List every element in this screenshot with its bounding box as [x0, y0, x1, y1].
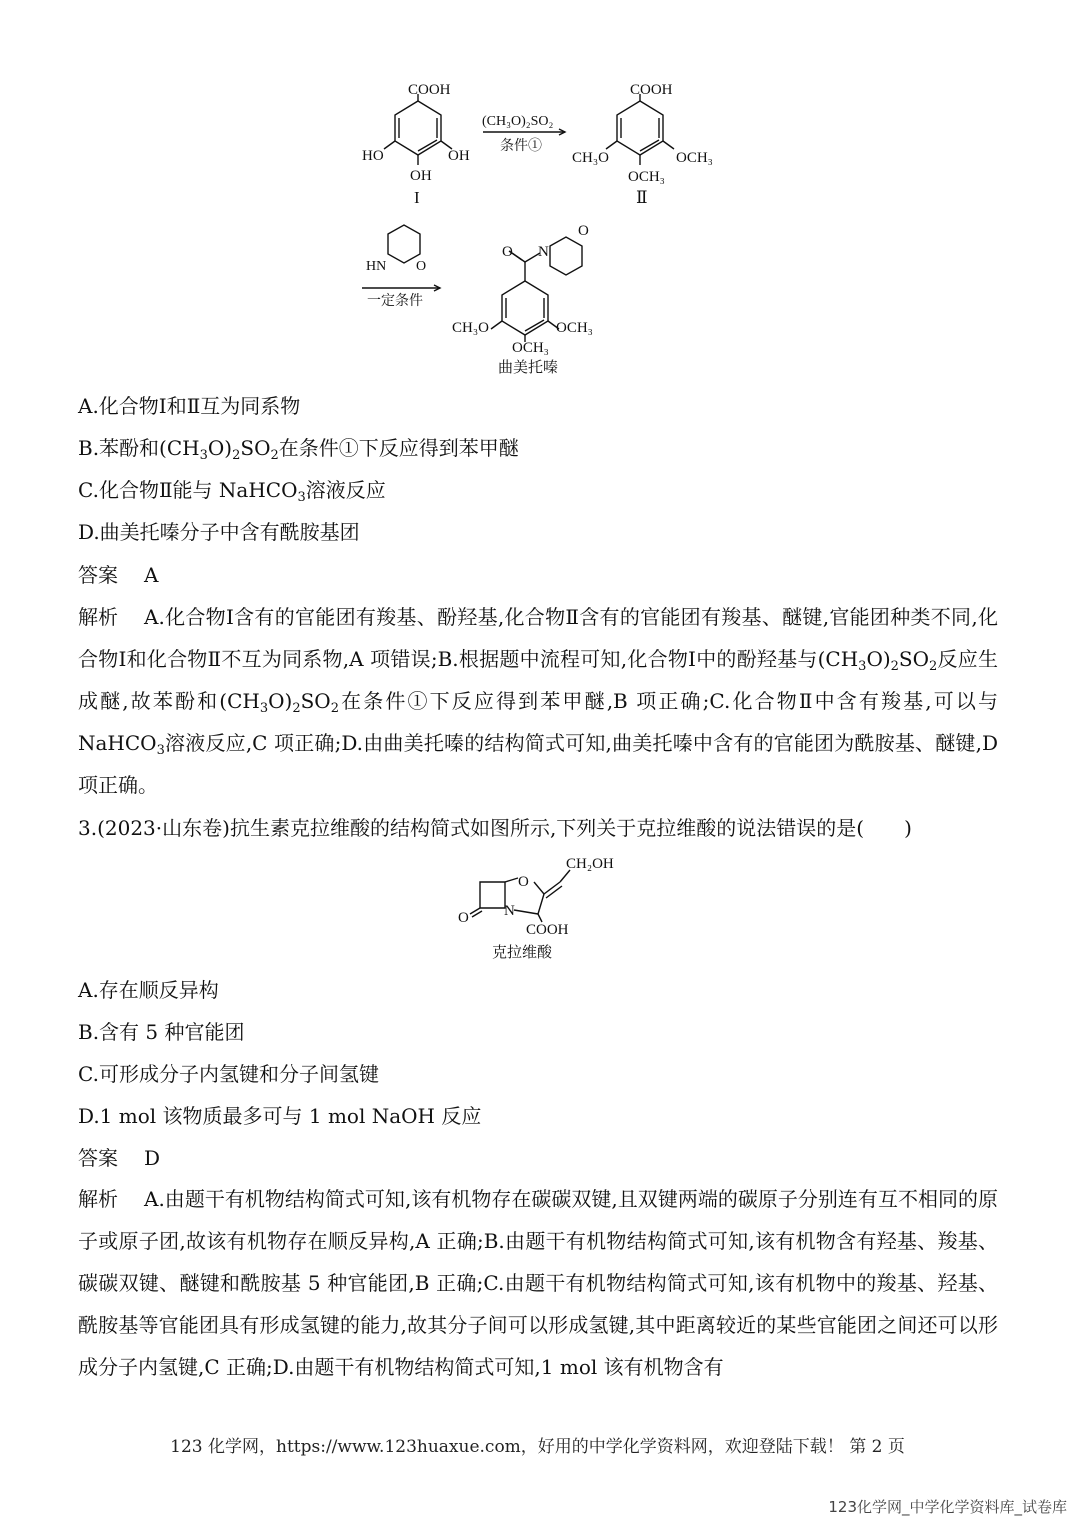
product-name: 曲美托嗪 [498, 360, 559, 376]
cpd1-right-label: OH [448, 148, 470, 164]
product-n: N [538, 244, 549, 260]
q2-analysis: 解析 A.化合物Ⅰ含有的官能团有羧基、酚羟基,化合物Ⅱ含有的官能团有羧基、醚键,官能团种类不同,化合物Ⅰ和化合物Ⅱ不互为同系物,A 项错误;B.根据题中流程可知,化合物Ⅰ中的酚羟基与$(CH_3O)_2SO_2$反应生成醚,故苯酚和$(CH_3O)_2SO_2$在条件①下反应得到苯甲醚,B 项正确;C.化合物Ⅱ中含有羧基,可以与 NaHCO$_3$溶液反应,C 项正确;D.由曲美托嗪的结构简式可知,曲美托嗪中含有的官能团为酰胺基、醚键,D 项正确。 [78, 605, 999, 797]
q3-option-d: D.1 mol 该物质最多可与 1 mol NaOH 反应 [78, 1104, 482, 1128]
cpd2-left-label: CH₃O [572, 150, 609, 166]
mol-n: N [504, 903, 515, 919]
cpd2-right-label: OCH₃ [676, 150, 713, 166]
q3-option-c: C.可形成分子内氢键和分子间氢键 [78, 1062, 379, 1086]
cpd1-left-label: HO [362, 148, 384, 164]
mol-o-ring: O [518, 874, 529, 890]
clavulanic-acid-structure [450, 850, 640, 965]
q2-option-b: B.苯酚和$(CH_3O)_2SO_2$在条件①下反应得到苯甲醚 [78, 436, 519, 463]
product-left-label: CH₃O [452, 320, 489, 336]
reagent-below-arrow: 条件① [500, 139, 542, 154]
product-ring-o: O [578, 223, 589, 239]
product-carbonyl-o: O [502, 244, 513, 260]
cpd2-bottom-label: OCH₃ [628, 169, 665, 185]
q2-option-d: D.曲美托嗪分子中含有酰胺基团 [78, 520, 360, 544]
cpd1-ring [395, 101, 441, 155]
cpd2-top-label: COOH [630, 82, 673, 98]
q2-answer: 答案 A [78, 563, 159, 587]
q3-analysis: 解析 A.由题干有机物结构简式可知,该有机物存在碳碳双键,且双键两端的碳原子分别连有互不相同的原子或原子团,故该有机物存在顺反异构,A 正确;B.由题干有机物结构简式可知,该有机物含有羟基、羧基、碳碳双键、醚键和酰胺基 5 种官能团,B 正确;C.由题干有机物结构简式可知,该有机物中的羧基、羟基、酰胺基等官能团具有形成氢键的能力,故其分子间可以形成氢键,其中距离较近的某些官能团之间还可以形成分子内氢键,C 正确;D.由题干有机物结构简式可知,1 mol 该有机物含有 [78, 1187, 998, 1379]
page-footer: 123 化学网，https://www.123huaxue.com，好用的中学化学资料网，欢迎登陆下载！ 第 2 页 [170, 1437, 905, 1457]
cpd2-ring [617, 101, 663, 155]
morpholine-ring [388, 225, 420, 263]
q3-answer: 答案 D [78, 1146, 161, 1170]
mol-ch2oh: CH₂OH [566, 856, 614, 872]
product-ring [502, 281, 548, 335]
q3-option-b: B.含有 5 种官能团 [78, 1020, 245, 1044]
morpholine-o: O [416, 259, 427, 274]
cpd1-bottom-label: OH [410, 168, 432, 184]
q2-option-a: A.化合物Ⅰ和Ⅱ互为同系物 [78, 394, 301, 418]
cpd2-name: Ⅱ [636, 188, 648, 207]
reagent2-below-arrow: 一定条件 [367, 294, 423, 309]
mol-cooh: COOH [526, 922, 569, 938]
watermark: 123化学网_中学化学资料库_试卷库 [828, 1498, 1067, 1516]
reagent-above-arrow: (CH₃O)₂SO₂ [482, 114, 554, 129]
q2-option-c: C.化合物Ⅱ能与 NaHCO$_3$溶液反应 [78, 478, 386, 505]
product-bottom-label: OCH₃ [512, 340, 549, 356]
q3-option-a: A.存在顺反异构 [78, 978, 219, 1002]
q3-stem: 3.(2023·山东卷)抗生素克拉维酸的结构简式如图所示,下列关于克拉维酸的说法错误的是( ) [78, 816, 912, 840]
product-morpholine [550, 237, 582, 275]
reaction-scheme [340, 70, 740, 385]
cpd1-top-label: COOH [408, 82, 451, 98]
morpholine-hn: HN [366, 259, 387, 274]
mol-o-carbonyl: O [458, 910, 469, 926]
cpd1-name: I [414, 188, 420, 207]
product-right-label: OCH₃ [556, 320, 593, 336]
mol-name: 克拉维酸 [492, 945, 553, 961]
